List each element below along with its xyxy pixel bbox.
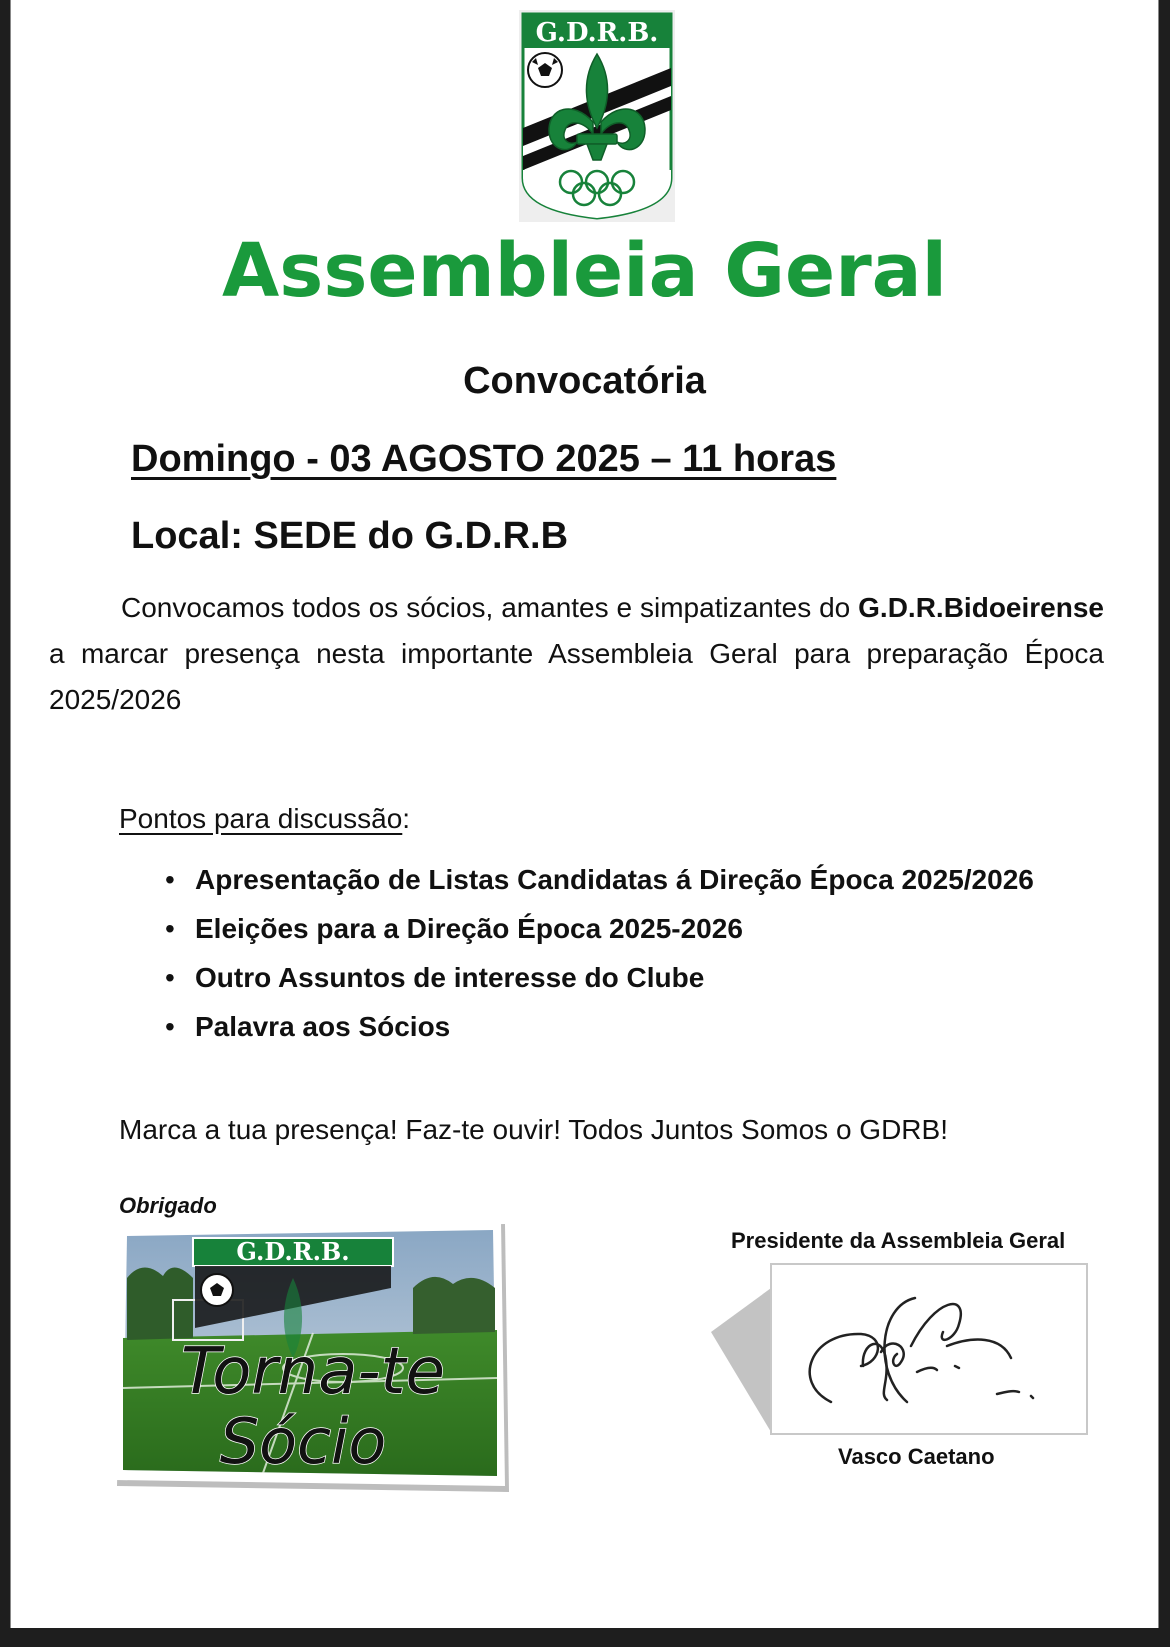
points-heading-colon: : xyxy=(402,803,411,834)
president-title: Presidente da Assembleia Geral xyxy=(731,1228,1066,1253)
page-title: Assembleia Geral xyxy=(222,228,947,314)
intro-text-2: a marcar presença nesta importante Assembleia Geral para preparação Época 2025/2026 xyxy=(49,638,1104,715)
bullet-icon: • xyxy=(165,913,175,944)
club-crest-logo xyxy=(519,10,675,222)
subtitle: Convocatória xyxy=(463,360,706,402)
discussion-points-list xyxy=(161,864,1034,1060)
promo-soccer-ball-icon xyxy=(201,1274,233,1306)
club-name: G.D.R.Bidoeirense xyxy=(858,592,1104,623)
intro-text-1: Convocamos todos os sócios, amantes e simpatizantes do xyxy=(121,592,859,623)
membership-promo-image xyxy=(113,1218,511,1498)
thanks-text: Obrigado xyxy=(119,1193,217,1218)
bullet-icon: • xyxy=(165,864,175,895)
president-signature xyxy=(711,1262,1091,1442)
list-item: • Palavra aos Sócios xyxy=(165,1011,451,1042)
promo-line-2: Sócio xyxy=(219,1405,387,1478)
points-heading-text: Pontos para discussão xyxy=(119,803,403,834)
bullet-icon: • xyxy=(165,962,175,993)
soccer-ball-icon xyxy=(528,53,562,87)
list-item: • Apresentação de Listas Candidatas á Direção Época 2025/2026 xyxy=(165,864,1034,895)
promo-badge-text: G.D.R.B. xyxy=(236,1237,350,1266)
points-heading xyxy=(119,803,410,835)
list-item: • Outro Assuntos de interesse do Clube xyxy=(165,962,705,993)
document-page xyxy=(10,0,1159,1628)
closing-slogan: Marca a tua presença! Faz-te ouvir! Todos Juntos Somos o GDRB! xyxy=(119,1114,948,1145)
promo-line-1: Torna-te xyxy=(181,1335,445,1409)
list-item: • Eleições para a Direção Época 2025-2026 xyxy=(165,913,743,944)
meeting-location: Local: SEDE do G.D.R.B xyxy=(131,515,569,557)
intro-paragraph xyxy=(49,585,1104,723)
crest-badge-text: G.D.R.B. xyxy=(535,18,659,48)
president-name: Vasco Caetano xyxy=(838,1444,995,1469)
meeting-date: Domingo - 03 AGOSTO 2025 – 11 horas xyxy=(131,438,837,480)
bullet-icon: • xyxy=(165,1011,175,1042)
